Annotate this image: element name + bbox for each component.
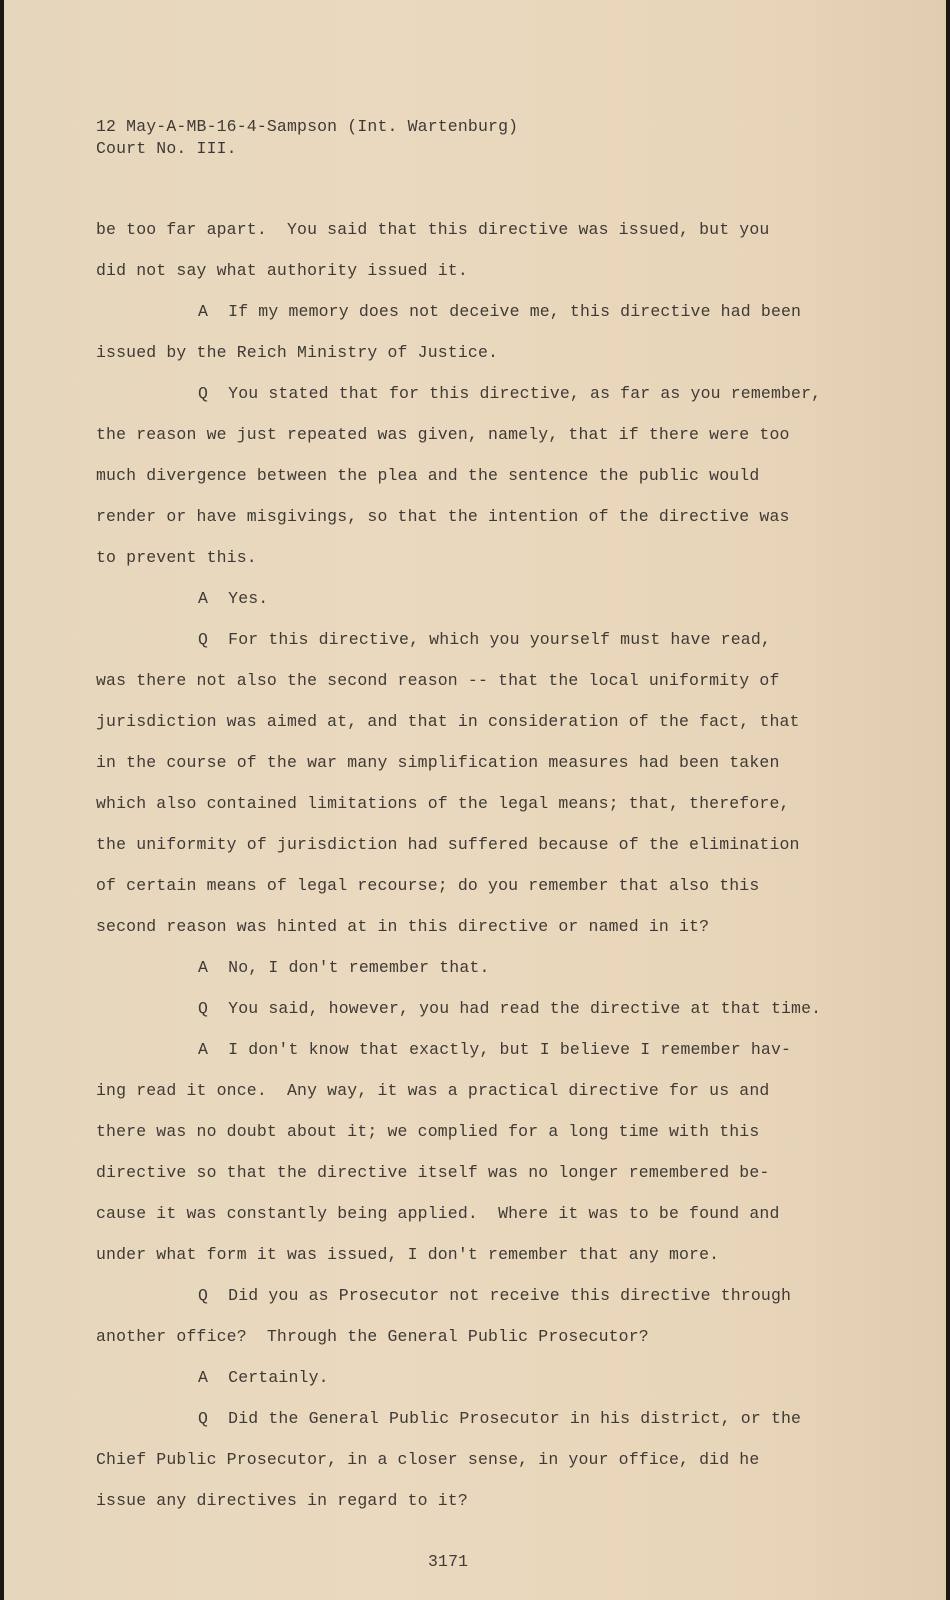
body-line: did not say what authority issued it.	[96, 261, 468, 280]
body-line: A Yes.	[198, 589, 269, 608]
body-line: issued by the Reich Ministry of Justice.	[96, 343, 499, 362]
body-line: Q For this directive, which you yourself must have read,	[198, 630, 771, 649]
body-line: render or have misgivings, so that the intention of the directive was	[96, 507, 790, 526]
header-line-court: Court No. III.	[96, 139, 237, 158]
body-line: the reason we just repeated was given, namely, that if there were too	[96, 425, 790, 444]
body-line: cause it was constantly being applied. Where it was to be found and	[96, 1204, 780, 1223]
body-line: A Certainly.	[198, 1368, 329, 1387]
body-line: Chief Public Prosecutor, in a closer sense, in your office, did he	[96, 1450, 760, 1469]
body-line: much divergence between the plea and the sentence the public would	[96, 466, 760, 485]
body-line: was there not also the second reason -- that the local uniformity of	[96, 671, 780, 690]
body-line: directive so that the directive itself was no longer remembered be-	[96, 1163, 770, 1182]
body-line: in the course of the war many simplification measures had been taken	[96, 753, 780, 772]
body-line: the uniformity of jurisdiction had suffered because of the elimination	[96, 835, 800, 854]
body-line: Q You said, however, you had read the directive at that time.	[198, 999, 822, 1018]
body-line: Q Did the General Public Prosecutor in his district, or the	[198, 1409, 802, 1428]
body-line: another office? Through the General Public Prosecutor?	[96, 1327, 649, 1346]
page-number: 3171	[428, 1552, 469, 1571]
body-line: of certain means of legal recourse; do you remember that also this	[96, 876, 760, 895]
body-line: to prevent this.	[96, 548, 257, 567]
body-line: be too far apart. You said that this directive was issued, but you	[96, 220, 770, 239]
body-line: ing read it once. Any way, it was a practical directive for us and	[96, 1081, 770, 1100]
body-line: jurisdiction was aimed at, and that in consideration of the fact, that	[96, 712, 800, 731]
body-line: under what form it was issued, I don't remember that any more.	[96, 1245, 720, 1264]
body-line: A I don't know that exactly, but I believe I remember hav-	[198, 1040, 792, 1059]
body-line: issue any directives in regard to it?	[96, 1491, 468, 1510]
body-line: A If my memory does not deceive me, this directive had been	[198, 302, 802, 321]
body-line: second reason was hinted at in this directive or named in it?	[96, 917, 710, 936]
header-line-case: 12 May-A-MB-16-4-Sampson (Int. Wartenburg)	[96, 117, 519, 136]
body-line: Q You stated that for this directive, as far as you remember,	[198, 384, 822, 403]
body-line: there was no doubt about it; we complied for a long time with this	[96, 1122, 760, 1141]
document-page	[4, 0, 946, 1600]
body-line: A No, I don't remember that.	[198, 958, 490, 977]
body-line: which also contained limitations of the legal means; that, therefore,	[96, 794, 790, 813]
header	[96, 116, 518, 160]
body-line: Q Did you as Prosecutor not receive this directive through	[198, 1286, 792, 1305]
